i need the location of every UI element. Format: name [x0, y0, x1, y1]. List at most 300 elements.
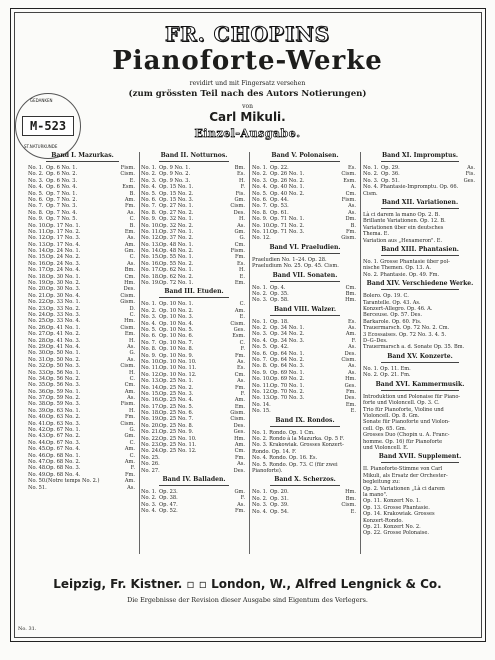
row-opus: Op. 56 No. 1.	[46, 369, 81, 376]
row-key: Es.	[348, 318, 356, 325]
catalog-line: Trauermarsch. Op. 72 No. 2. Cm.	[363, 325, 450, 332]
catalog-line: nische Themen. Op. 13. A.	[363, 265, 432, 272]
row-key: Cm.	[234, 448, 245, 455]
row-number: No. 23.	[28, 305, 47, 312]
row-opus: Op. 59 No. 3.	[46, 401, 81, 408]
row-opus: Op. 30 No. 1.	[46, 273, 81, 280]
band-title: Band X. Scherzos.	[274, 476, 336, 484]
row-opus: Op. 27 No. 1.	[159, 203, 194, 210]
band-rule	[381, 362, 459, 363]
row-opus: Op. 41 No. 3.	[46, 337, 81, 344]
row-key: G.	[129, 350, 135, 357]
row-opus: Op. 24 No. 4.	[46, 267, 81, 274]
row-key: As.	[348, 203, 356, 210]
row-opus: Op. 62 No. 2.	[159, 273, 194, 280]
row-key: Cism.	[120, 171, 135, 178]
row-key: Fm.	[125, 471, 135, 478]
row-key: B.	[350, 222, 356, 229]
band-rule	[270, 281, 340, 282]
band-title: Band XVII. Supplement.	[378, 453, 462, 461]
row-key: Am.	[345, 331, 356, 338]
catalog-line: Variation aus „Hexameron". E.	[363, 237, 443, 244]
catalog-line: II. Pianoforte-Stimme von Carl	[363, 466, 443, 473]
row-number: No. 19.	[141, 416, 160, 423]
row-opus: Op. 48 No. 1.	[159, 241, 194, 248]
band-rule	[270, 253, 340, 254]
row-opus: Op. 26 No. 1.	[270, 171, 305, 178]
row-key: Hm.	[124, 280, 135, 287]
row-key: Hm.	[345, 376, 356, 383]
band-title: Band I. Mazurkas.	[51, 152, 114, 159]
row-number: No. 4.	[252, 337, 268, 344]
row-opus: Op. 55 No. 1.	[159, 254, 194, 261]
row-number: No. 23.	[141, 442, 160, 449]
row-number: No. 4.	[141, 508, 157, 515]
band-rule	[381, 208, 459, 209]
row-opus: Op. 25 No. 7.	[159, 416, 194, 423]
row-key: Dm.	[345, 216, 356, 223]
catalog-line: Bolero. Op. 19. C.	[363, 293, 409, 300]
row-number: No. 13.	[28, 241, 47, 248]
row-opus: Op. 70 No. 2.	[270, 388, 305, 395]
row-opus: Op. 72 No. 1.	[159, 280, 194, 287]
row-key: Esm.	[343, 177, 356, 184]
row-key: C.	[129, 216, 135, 223]
row-key: Fism.	[120, 401, 135, 408]
catalog-line: Trio für Pianoforte, Violine und	[363, 406, 444, 413]
catalog-line: Cism.	[363, 190, 378, 197]
row-number: No. 20.	[28, 286, 47, 293]
row-number: No. 19.	[28, 280, 47, 287]
catalog-line: Op. 21. Konzert No. 2.	[363, 524, 421, 531]
row-number: No. 1.	[141, 301, 157, 308]
row-number: No. 14.	[141, 248, 160, 255]
catalog-line: Rondo. Op. 14. F.	[252, 448, 297, 455]
catalog-row	[252, 235, 358, 241]
band-title: Band VI. Praeludien.	[269, 243, 341, 251]
band-title: Band VII. Sonaten.	[272, 271, 338, 279]
title-main: Pianoforte-Werke	[112, 46, 383, 76]
row-opus: Op. 68 No. 3.	[46, 465, 81, 472]
catalog-line: 3 Ecossaises. Op. 72 No. 3. 4. 5.	[363, 331, 447, 338]
row-key: Cism.	[230, 320, 245, 327]
band-rule	[159, 485, 229, 486]
row-number: No. 16.	[141, 397, 160, 404]
row-number: No. 5.	[141, 190, 157, 197]
row-key: As.	[127, 235, 135, 242]
catalog-line: No. 4. Phantasie-Impromptu. Op. 66.	[363, 184, 459, 191]
row-number: No. 49.	[28, 471, 47, 478]
row-opus: Op. 63 No. 1.	[46, 407, 81, 414]
row-key: Hm.	[234, 435, 245, 442]
row-number: No. 3.	[141, 501, 157, 508]
catalog-line: No. 2. Rondo à la Mazurka. Op. 5 F.	[252, 435, 345, 442]
row-number: No. 12.	[141, 371, 160, 378]
row-key: Cm.	[234, 371, 245, 378]
row-key: As.	[237, 501, 245, 508]
row-key: C.	[129, 311, 135, 318]
row-number: No. 47.	[28, 458, 47, 465]
row-number: No. 14.	[141, 384, 160, 391]
catalog-column-4	[363, 150, 477, 537]
row-key: Ges.	[344, 382, 356, 389]
row-opus: Op. 9 No. 1.	[159, 165, 191, 171]
row-opus: Op. 37 No. 2.	[159, 235, 194, 242]
row-key: Am.	[124, 388, 135, 395]
row-number: No. 4.	[252, 508, 268, 515]
stamp-ring-bottom: ST.NATURKUNDE	[24, 144, 58, 149]
row-key: H.	[238, 177, 245, 184]
row-number: No. 3.	[141, 177, 157, 184]
row-number: No. 4.	[28, 184, 44, 191]
row-number: No. 13.	[141, 378, 160, 385]
row-opus: Op. 24 No. 1.	[46, 248, 81, 255]
row-opus: Op. 6 No. 2.	[46, 171, 78, 178]
row-number: No. 7.	[141, 203, 157, 210]
catalog-line: homme. Op. 16) für Pianoforte	[363, 438, 443, 445]
row-number: No. 2.	[141, 171, 157, 178]
row-opus: Op. 36.	[381, 171, 400, 178]
row-key: As.	[127, 209, 135, 216]
band-rule	[270, 426, 340, 427]
row-opus: Op. 27 No. 2.	[159, 209, 194, 216]
row-number: No. 3.	[28, 177, 44, 184]
row-key: Gism.	[120, 299, 135, 306]
row-key: Fm.	[125, 203, 135, 210]
row-opus: Op. 25 No. 2.	[159, 384, 194, 391]
row-number: No. 3.	[141, 314, 157, 321]
row-number: No. 14.	[252, 401, 271, 408]
row-opus: Op. 67 No. 1.	[46, 427, 81, 434]
row-key: Cm.	[345, 284, 356, 291]
row-number: No. 1.	[28, 165, 44, 171]
row-number: No. 29.	[28, 343, 47, 350]
row-number: No. 7.	[28, 203, 44, 210]
row-number: No. 7.	[252, 357, 268, 364]
row-key: Fm.	[235, 454, 245, 461]
row-key: Bm.	[345, 495, 356, 502]
row-number: No. 5.	[252, 344, 268, 351]
band-title: Band V. Polonaisen.	[271, 152, 339, 159]
row-number: No. 50.	[28, 478, 47, 485]
row-number: No. 22.	[28, 299, 47, 306]
row-key: Des.	[123, 286, 135, 293]
row-opus: Op. 37 No. 1.	[159, 228, 194, 235]
subtitle-notes: (zum grössten Teil nach des Autors Notierungen)	[128, 89, 367, 99]
row-opus: Op. 15 No. 2.	[159, 190, 194, 197]
row-key: C.	[239, 301, 245, 308]
title-composer: FR. CHOPINS	[164, 22, 331, 46]
row-number: No. 6.	[252, 350, 268, 357]
catalog-line: la mano".	[363, 491, 388, 498]
catalog-row	[252, 509, 358, 515]
row-opus: Op. 58.	[270, 297, 289, 304]
row-number: No. 27.	[141, 467, 160, 474]
row-number: No. 36.	[28, 388, 47, 395]
row-key: Am.	[124, 241, 135, 248]
catalog-line: D–G–Des.	[363, 338, 388, 345]
band-rule	[381, 255, 459, 256]
row-number: No. 26.	[141, 461, 160, 468]
row-opus: Op. 25 No. 3.	[159, 390, 194, 397]
row-number: No. 12.	[28, 235, 47, 242]
row-number: No. 4.	[252, 184, 268, 191]
row-number: No. 40.	[28, 414, 47, 421]
row-number: No. 4.	[141, 320, 157, 327]
band-rule	[159, 297, 229, 298]
row-key: Fm.	[346, 228, 356, 235]
row-key: Es.	[348, 165, 356, 171]
row-key: E.	[350, 408, 356, 415]
row-key: As.	[127, 484, 135, 491]
row-key: Fism.	[230, 248, 245, 255]
row-number: No. 3.	[252, 297, 268, 304]
row-number: No. 51.	[28, 484, 47, 491]
row-key: Ges.	[463, 177, 475, 184]
row-number: No. 4.	[141, 184, 157, 191]
row-opus: Op. 67 No. 4.	[46, 446, 81, 453]
row-number: No. 2.	[28, 171, 44, 178]
row-key: Em.	[234, 280, 245, 287]
catalog-line: No. 5. Rondo. Op. 73. C (für zwei	[252, 461, 338, 468]
row-opus: Op. 69 No. 1.	[270, 369, 305, 376]
catalog-line: No. 4. Rondo. Op. 16. Es.	[252, 455, 318, 462]
row-number: No. 22.	[141, 435, 160, 442]
row-key: Am.	[124, 458, 135, 465]
row-key: Fm.	[346, 388, 356, 395]
row-key: As.	[348, 344, 356, 351]
row-opus: Op. 50 No. 3.	[46, 363, 81, 370]
row-key: F.	[240, 495, 245, 502]
row-key: C.	[129, 439, 135, 446]
band-title: Band IX. Rondos.	[275, 416, 335, 424]
catalog-line: No. 1. Op. 11. Em.	[363, 365, 411, 372]
row-key: Fis.	[465, 171, 475, 178]
row-number: No. 11.	[252, 382, 271, 389]
row-opus: Op. 33 No. 4.	[46, 318, 81, 325]
row-number: No. 9.	[141, 216, 157, 223]
row-number: No. 1.	[252, 165, 268, 171]
band-title: Band XIII. Phantasien.	[381, 246, 459, 254]
stamp-code: M-523	[22, 116, 74, 136]
row-number: No. 28.	[28, 337, 47, 344]
row-opus: Op. 7 No. 4.	[46, 209, 78, 216]
row-opus: Op. 15 No. 1.	[159, 184, 194, 191]
catalog-line: Op. 2. Variationen „Là ci darem	[363, 485, 445, 492]
band-title: Band XII. Variationen.	[381, 198, 459, 206]
row-opus: Op. 68 No. 2.	[46, 458, 81, 465]
catalog-line: Praeludien No. 1–24. Op. 28.	[252, 256, 327, 263]
row-number: No. 1.	[363, 165, 379, 171]
row-key: C.	[239, 339, 245, 346]
row-opus: Op. 4.	[270, 284, 286, 291]
row-key: Bm.	[345, 290, 356, 297]
row-opus: Op. 51.	[381, 177, 400, 184]
edition-title: Einzel-Ausgabe.	[194, 127, 301, 140]
row-opus: Op. 10 No. 8.	[159, 346, 194, 353]
row-number: No. 10.	[252, 376, 271, 383]
row-key: Em.	[234, 403, 245, 410]
row-number: No. 9.	[141, 352, 157, 359]
band-rule	[381, 462, 459, 463]
row-key: G.	[239, 235, 245, 242]
row-key: Fm.	[235, 384, 245, 391]
row-opus: (Notre temps No. 2.)	[46, 478, 100, 485]
row-key: Des.	[233, 209, 245, 216]
row-key: C.	[129, 375, 135, 382]
row-opus: Op. 10 No. 10.	[159, 358, 197, 365]
row-number: No. 5.	[141, 326, 157, 333]
catalog-line: No. 1. Rondo. Op. 1 Cm.	[252, 429, 315, 436]
row-number: No. 15.	[28, 254, 47, 261]
row-number: No. 15.	[141, 390, 160, 397]
row-opus: Op. 25 No. 9.	[159, 429, 194, 436]
row-opus: Op. 26 No. 2.	[270, 177, 305, 184]
row-key: Esm.	[122, 184, 135, 191]
row-opus: Op. 41 No. 1.	[46, 324, 81, 331]
row-opus: Op. 64 No. 1.	[270, 350, 305, 357]
row-number: No. 5.	[252, 190, 268, 197]
row-key: Cism.	[341, 502, 356, 509]
row-opus: Op. 17 No. 1.	[46, 222, 81, 229]
row-opus: Op. 32 No. 1.	[159, 216, 194, 223]
row-number: No. 46.	[28, 452, 47, 459]
plate-number: No. 31.	[18, 626, 37, 632]
catalog-row	[28, 485, 137, 491]
row-number: No. 8.	[252, 209, 268, 216]
row-opus: Op. 20.	[270, 489, 289, 496]
row-key: Des.	[233, 467, 245, 474]
row-number: No. 43.	[28, 433, 47, 440]
row-number: No. 33.	[28, 369, 47, 376]
row-number: No. 45.	[28, 446, 47, 453]
row-key: Hm.	[345, 297, 356, 304]
row-number: No. 12.	[252, 388, 271, 395]
subtitle-von: von	[242, 103, 253, 110]
row-number: No. 3.	[252, 502, 268, 509]
row-key: F.	[130, 465, 135, 472]
row-number: No. 1.	[252, 284, 268, 291]
row-opus: Op. 64 No. 3.	[270, 363, 305, 370]
row-opus: Op. 50 No. 2.	[46, 356, 81, 363]
band-title: Band III. Etuden.	[164, 288, 224, 296]
row-key: As.	[127, 356, 135, 363]
row-opus: Op. 67 No. 3.	[46, 439, 81, 446]
copyright-note: Die Ergebnisse der Revision dieser Ausgabe sind Eigentum des Verlegers.	[127, 596, 368, 604]
row-opus: Op. 17 No. 4.	[46, 241, 81, 248]
row-number: No. 8.	[28, 209, 44, 216]
row-opus: Op. 10 No. 4.	[159, 320, 194, 327]
publishers-line: Leipzig, Fr. Kistner. ▫ ▫ London, W., Alfred Lengnick & Co.	[53, 577, 442, 591]
row-number: No. 3.	[363, 177, 379, 184]
catalog-column-2	[141, 150, 247, 515]
catalog-line: Op. 11. Konzert No. 1.	[363, 498, 421, 505]
catalog-line: No. 3. Krakowiak. Grosses Konzert-	[252, 442, 344, 449]
catalog-line: Berceuse. Op. 57. Des.	[363, 312, 422, 319]
catalog-line: No. 1. Grosse Phantasie über pol-	[363, 259, 450, 266]
row-number: No. 10.	[28, 222, 47, 229]
row-number: No. 15.	[252, 408, 271, 415]
row-key: Hm.	[124, 318, 135, 325]
row-number: No. 25.	[141, 454, 160, 461]
row-opus: Op. 10 No. 9.	[159, 352, 194, 359]
row-number: No. 2.	[252, 171, 268, 178]
row-opus: Op. 22.	[270, 165, 289, 171]
row-opus: Op. 38.	[159, 495, 178, 502]
row-number: No. 48.	[28, 465, 47, 472]
row-key: As.	[237, 378, 245, 385]
row-opus: Op. 10 No. 11.	[159, 365, 197, 372]
row-number: No. 11.	[252, 228, 271, 235]
row-number: No. 27.	[28, 331, 47, 338]
row-number: No. 2.	[363, 171, 379, 178]
row-key: Gm.	[124, 248, 135, 255]
row-number: No. 8.	[141, 346, 157, 353]
band-title: Band IV. Balladen.	[162, 475, 226, 483]
row-number: No. 11.	[141, 228, 160, 235]
row-number: No. 3.	[252, 331, 268, 338]
row-key: Fm.	[125, 414, 135, 421]
catalog-line: Konzert-Rondo.	[363, 517, 403, 524]
row-opus: Op. 41 No. 2.	[46, 331, 81, 338]
row-opus: Op. 71 No. 2.	[270, 222, 305, 229]
row-key: A.	[350, 184, 356, 191]
band-rule	[381, 289, 459, 290]
row-number: No. 9.	[252, 216, 268, 223]
row-number: No. 8.	[252, 363, 268, 370]
row-opus: Op. 25 No. 6.	[159, 410, 194, 417]
row-key: Am.	[234, 442, 245, 449]
row-number: No. 8.	[141, 209, 157, 216]
row-key: Fism.	[341, 196, 356, 203]
row-key: Esm.	[232, 333, 245, 340]
row-number: No. 14.	[28, 248, 47, 255]
row-number: No. 39.	[28, 407, 47, 414]
row-number: No. 6.	[252, 196, 268, 203]
row-opus: Op. 71 No. 1.	[270, 216, 305, 223]
band-rule	[270, 161, 340, 162]
row-opus: Op. 54.	[270, 508, 289, 515]
catalog-line: Introduktion und Polonaise für Piano-	[363, 393, 461, 400]
row-opus: Op. 56 No. 2.	[46, 375, 81, 382]
row-number: No. 18.	[141, 410, 160, 417]
row-opus: Op. 59 No. 2.	[46, 395, 81, 402]
row-opus: Op. 7 No. 5.	[46, 216, 78, 223]
row-number: No. 17.	[141, 267, 160, 274]
row-opus: Op. 47.	[159, 501, 178, 508]
row-opus: Op. 10 No. 3.	[159, 314, 194, 321]
row-key: Gm.	[234, 228, 245, 235]
catalog-row	[141, 508, 247, 514]
row-opus: Op. 30 No. 2.	[46, 280, 81, 287]
row-key: E.	[239, 314, 245, 321]
row-opus: Op. 10 No. 12.	[159, 371, 197, 378]
row-number: No. 5.	[28, 190, 44, 197]
row-opus: Op. 6 No. 4.	[46, 184, 78, 191]
band-title: Band XV. Konzerte.	[387, 352, 453, 360]
row-opus: Op. 10 No. 7.	[159, 339, 194, 346]
row-opus: Op. 34 No. 2.	[270, 331, 305, 338]
band-rule	[381, 390, 459, 391]
catalog-column-1	[28, 150, 137, 491]
row-key: Am.	[124, 446, 135, 453]
row-key: Cism.	[341, 171, 356, 178]
row-opus: Op. 44.	[270, 196, 289, 203]
row-opus: Op. 61.	[270, 209, 289, 216]
row-opus: Op. 25 No. 12.	[159, 448, 197, 455]
row-number: No. 7.	[141, 339, 157, 346]
row-opus: Op. 17 No. 3.	[46, 235, 81, 242]
